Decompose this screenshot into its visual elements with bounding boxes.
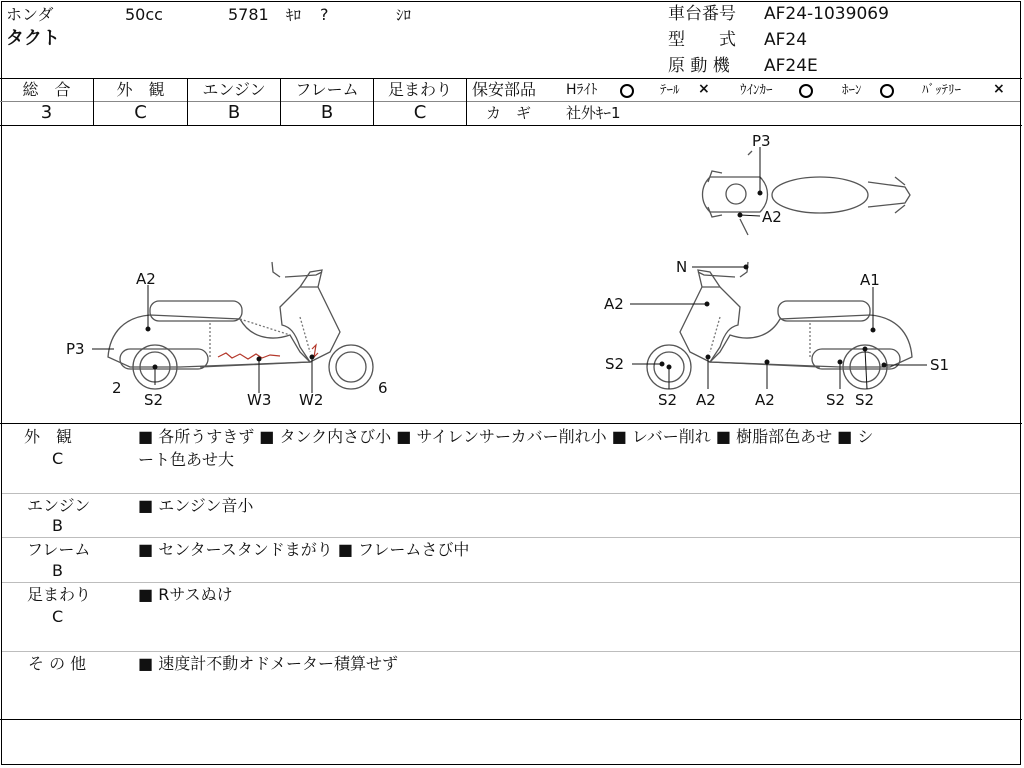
label-right-a2: A2 xyxy=(604,295,624,313)
grade-exterior: C xyxy=(134,102,147,123)
displacement: 50cc xyxy=(125,5,163,24)
key-value: 社外ｷｰ1 xyxy=(566,104,621,122)
mileage: 5781 xyxy=(228,5,269,24)
grade-suspension: C xyxy=(413,102,427,123)
label-a2: A2 xyxy=(136,270,156,288)
divider xyxy=(2,493,1020,494)
label-w3: W3 xyxy=(247,391,272,409)
remark-label-suspension: 足まわり xyxy=(27,585,92,604)
engine-label: 原 動 機 xyxy=(668,56,730,76)
label-top-p3: P3 xyxy=(752,132,771,150)
remark-line: ■ 各所うすきず ■ タンク内さび小 ■ サイレンサーカバー削れ小 ■ レバー削れ ■ 樹脂部色あせ ■ シ xyxy=(138,427,874,446)
key-label: カ ギ xyxy=(486,104,532,122)
safety-item-winker: ｳｲﾝｶｰ xyxy=(740,83,773,98)
label-s2: S2 xyxy=(144,391,164,409)
label-6: 6 xyxy=(378,379,388,397)
safety-item-tail: ﾃｰﾙ xyxy=(660,83,680,98)
label-b-s2-2: S2 xyxy=(826,391,846,409)
mileage-unit: ｷﾛ xyxy=(286,6,302,24)
grade-header-total: 総 合 xyxy=(22,80,71,99)
divider xyxy=(466,78,467,126)
grade-frame: B xyxy=(320,102,334,123)
divider xyxy=(2,651,1020,652)
remark-line: ■ Rサスぬけ xyxy=(138,585,233,604)
divider xyxy=(0,78,1022,79)
ok-mark-icon xyxy=(620,83,634,99)
label-b-s2-3: S2 xyxy=(855,391,875,409)
label-w2: W2 xyxy=(299,391,324,409)
label-top-a2: A2 xyxy=(762,208,782,226)
label-a1: A1 xyxy=(860,271,880,289)
divider xyxy=(0,719,1022,720)
maker: ホンダ xyxy=(6,5,54,24)
mileage-note: ? xyxy=(320,5,329,24)
label-b-a2-2: A2 xyxy=(755,391,775,409)
safety-item-battery: ﾊﾞｯﾃﾘｰ xyxy=(922,83,961,98)
safety-label: 保安部品 xyxy=(472,80,537,99)
type-value: AF24 xyxy=(764,30,808,50)
ng-mark-icon: × xyxy=(993,81,1005,97)
safety-item-horn: ﾎｰﾝ xyxy=(842,83,862,98)
remark-line: ■ 速度計不動オドメーター積算せず xyxy=(138,654,399,673)
label-right-s2: S2 xyxy=(605,355,625,373)
remark-label-frame: フレーム xyxy=(27,540,91,559)
scooter-top-view xyxy=(703,151,911,235)
divider xyxy=(2,582,1020,583)
grade-engine: B xyxy=(227,102,241,123)
remark-line: ■ センタースタンドまがり ■ フレームさび中 xyxy=(138,540,470,559)
model-name: タクト xyxy=(6,28,60,49)
divider xyxy=(0,125,1022,126)
divider xyxy=(2,537,1020,538)
label-n: N xyxy=(676,258,688,276)
grade-header-suspension: 足まわり xyxy=(387,80,452,99)
remark-label-other: そ の 他 xyxy=(28,654,87,673)
grade-header-frame: フレーム xyxy=(295,80,359,99)
divider xyxy=(0,423,1022,424)
divider xyxy=(0,101,1020,102)
grade-total: 3 xyxy=(40,102,53,123)
remark-label-engine: エンジン xyxy=(27,496,91,515)
label-b-s2: S2 xyxy=(658,391,678,409)
ng-mark-icon: × xyxy=(698,81,710,97)
label-b-a2: A2 xyxy=(696,391,716,409)
remark-grade-suspension: C xyxy=(52,607,64,626)
remark-grade-frame: B xyxy=(52,561,63,580)
ok-mark-icon xyxy=(880,83,894,99)
remark-line: ート色あせ大 xyxy=(138,450,235,469)
label-s1: S1 xyxy=(930,356,950,374)
remark-label-exterior: 外 観 xyxy=(24,427,73,446)
engine-value: AF24E xyxy=(764,56,818,76)
remark-grade-engine: B xyxy=(52,516,63,535)
grade-header-exterior: 外 観 xyxy=(116,80,165,99)
label-p3: P3 xyxy=(66,340,85,358)
frame-no: AF24-1039069 xyxy=(764,4,889,24)
remark-grade-exterior: C xyxy=(52,449,64,468)
grade-header-engine: エンジン xyxy=(202,80,266,99)
label-2: 2 xyxy=(112,379,122,397)
ok-mark-icon xyxy=(799,83,813,99)
frame-no-label: 車台番号 xyxy=(668,4,736,24)
remark-line: ■ エンジン音小 xyxy=(138,496,254,515)
color: ｼﾛ xyxy=(396,6,412,24)
damage-diagram xyxy=(0,127,1022,423)
safety-item-headlight: Hﾗｲﾄ xyxy=(566,82,598,98)
type-label: 型 式 xyxy=(668,30,736,50)
